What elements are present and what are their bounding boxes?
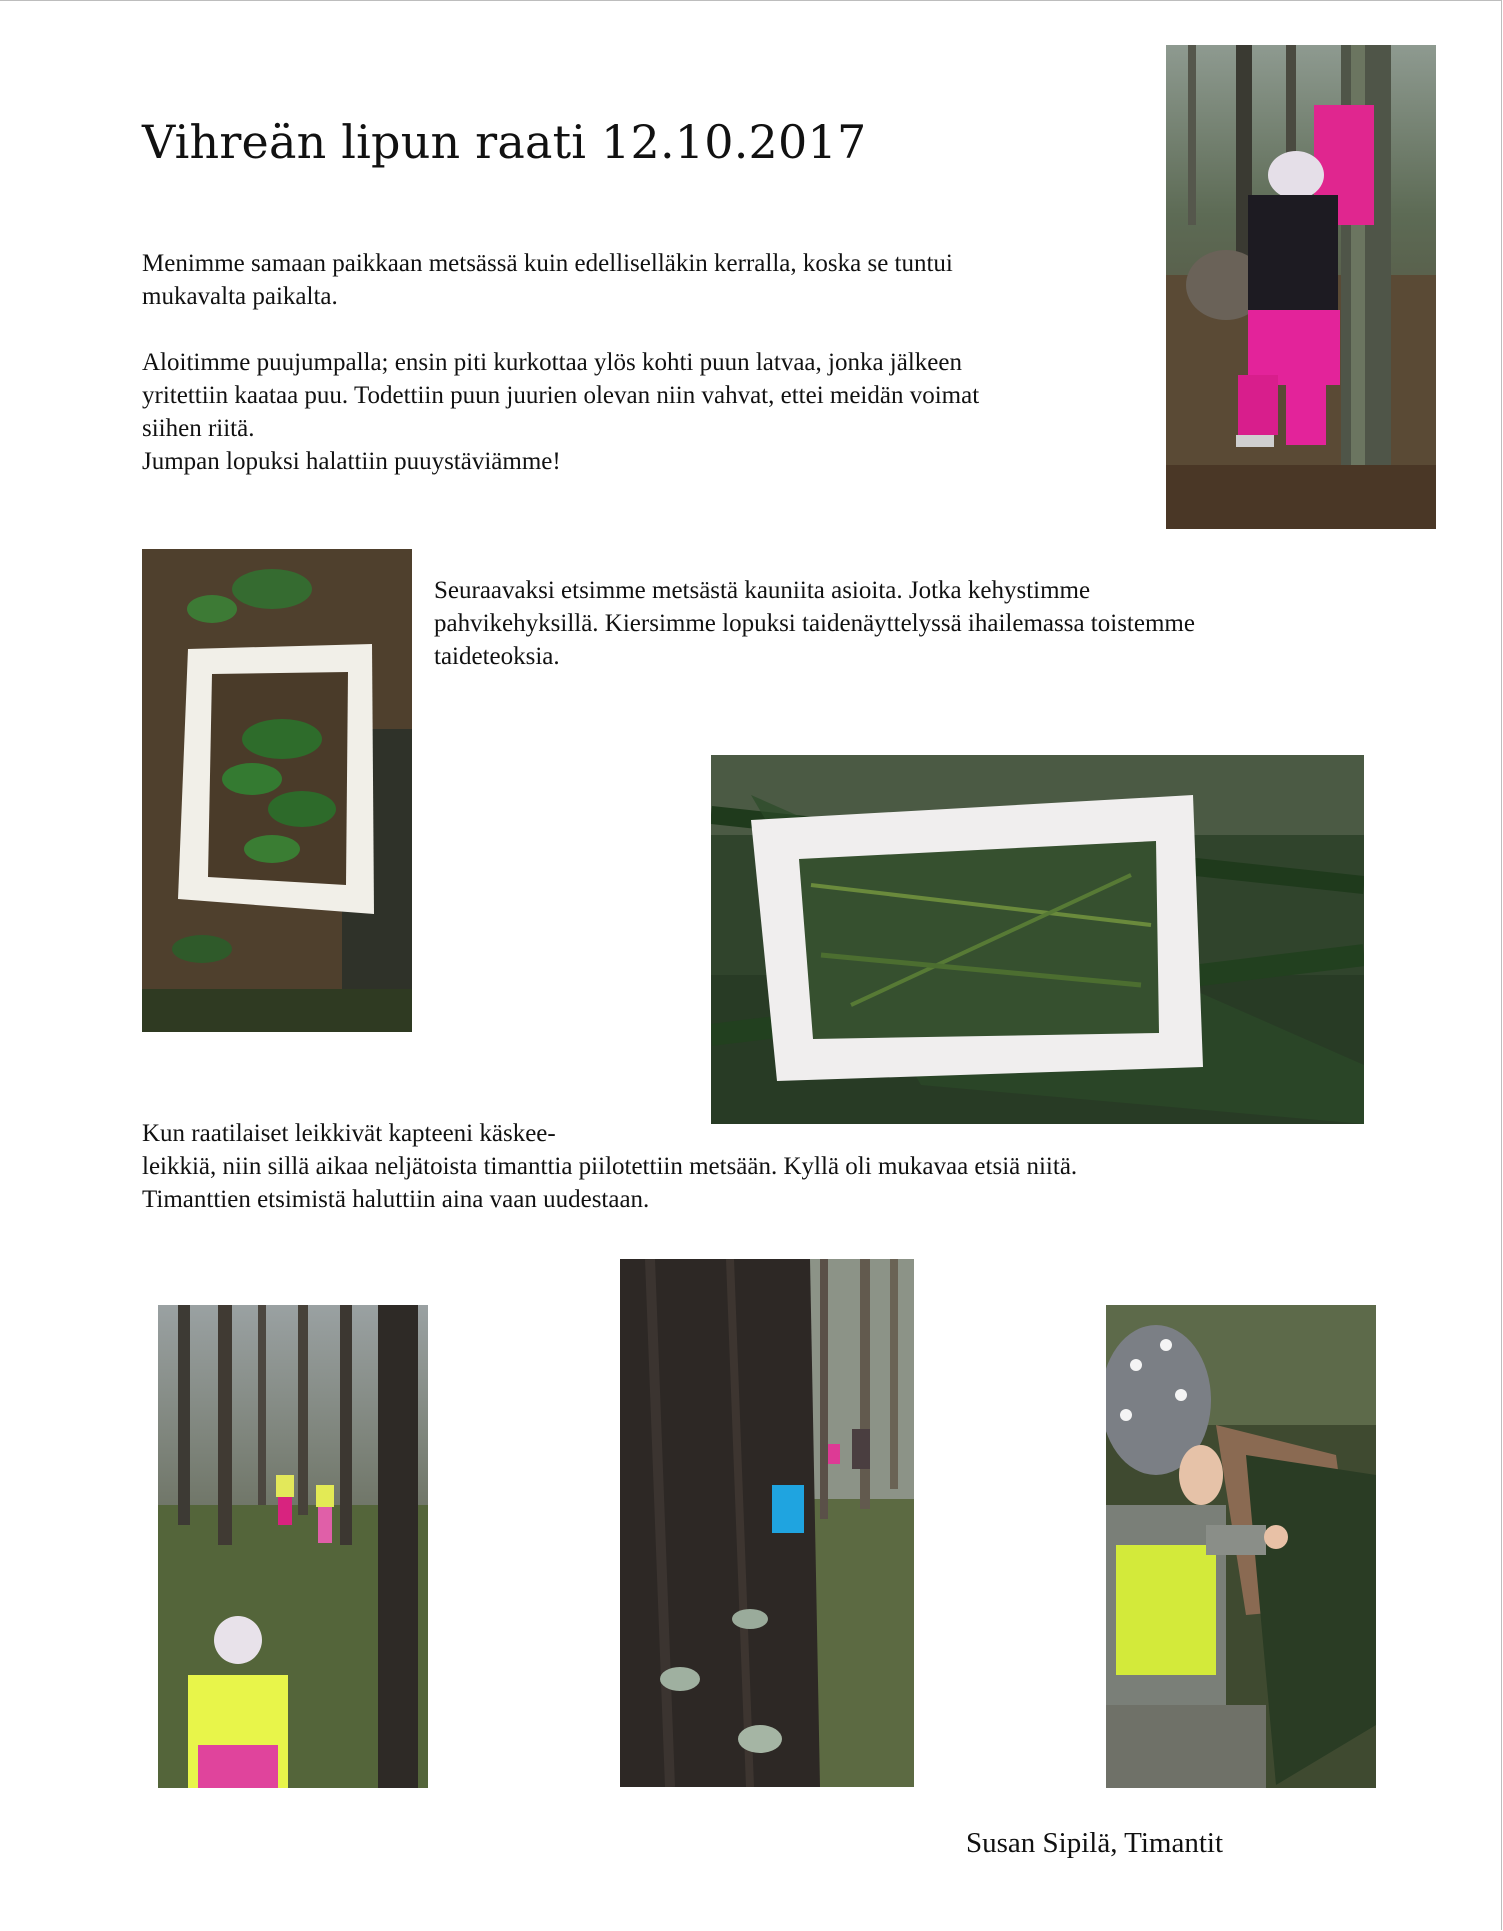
text-line: Seuraavaksi etsimme metsästä kauniita asioita. Jotka kehystimme	[434, 577, 1091, 604]
photo-frame-on-forest-floor	[142, 549, 412, 1032]
paragraph-tree-exercise	[142, 346, 979, 478]
text-line: taideteoksia.	[434, 643, 560, 670]
paragraph-frames	[434, 574, 1195, 673]
signature: Susan Sipilä, Timantit	[966, 1827, 1224, 1859]
text-line: siihen riitä.	[142, 415, 255, 442]
paragraph-diamonds	[142, 1117, 1077, 1216]
photo-child-searching	[1106, 1305, 1376, 1788]
text-line: Timanttien etsimistä haluttiin aina vaan uudestaan.	[142, 1186, 650, 1213]
photo-child-hugging-tree	[1166, 45, 1436, 529]
text-line: mukavalta paikalta.	[142, 283, 338, 310]
text-line: Menimme samaan paikkaan metsässä kuin edellisellä​kin kerralla, koska se tuntui	[142, 250, 953, 277]
photo-children-walking	[158, 1305, 428, 1788]
photo-frame-on-spruce	[711, 755, 1364, 1124]
text-line: Kun raatilaiset leikkivät kapteeni käskee-	[142, 1120, 556, 1147]
text-line: Jumpan lopuksi halattiin puuystäviämme!	[142, 448, 561, 475]
text-line: Aloitimme puujumpalla; ensin piti kurkottaa ylös kohti puun latvaa, jonka jälkeen	[142, 349, 962, 376]
text-line: leikkiä, niin sillä aikaa neljätoista timanttia piilotettiin metsään. Kyllä oli mukavaa etsiä niitä.	[142, 1153, 1078, 1180]
paragraph-intro	[142, 247, 953, 313]
text-line: yritettiin kaataa puu. Todettiin puun juurien olevan niin vahvat, ettei meidän voimat	[142, 382, 980, 409]
text-line: pahvikehyksillä. Kiersimme lopuksi taidenäyttelyssä ihailemassa toistemme	[434, 610, 1195, 637]
photo-tree-with-diamond	[620, 1259, 914, 1787]
page-title: Vihreän lipun raati 12.10.2017	[142, 115, 867, 169]
